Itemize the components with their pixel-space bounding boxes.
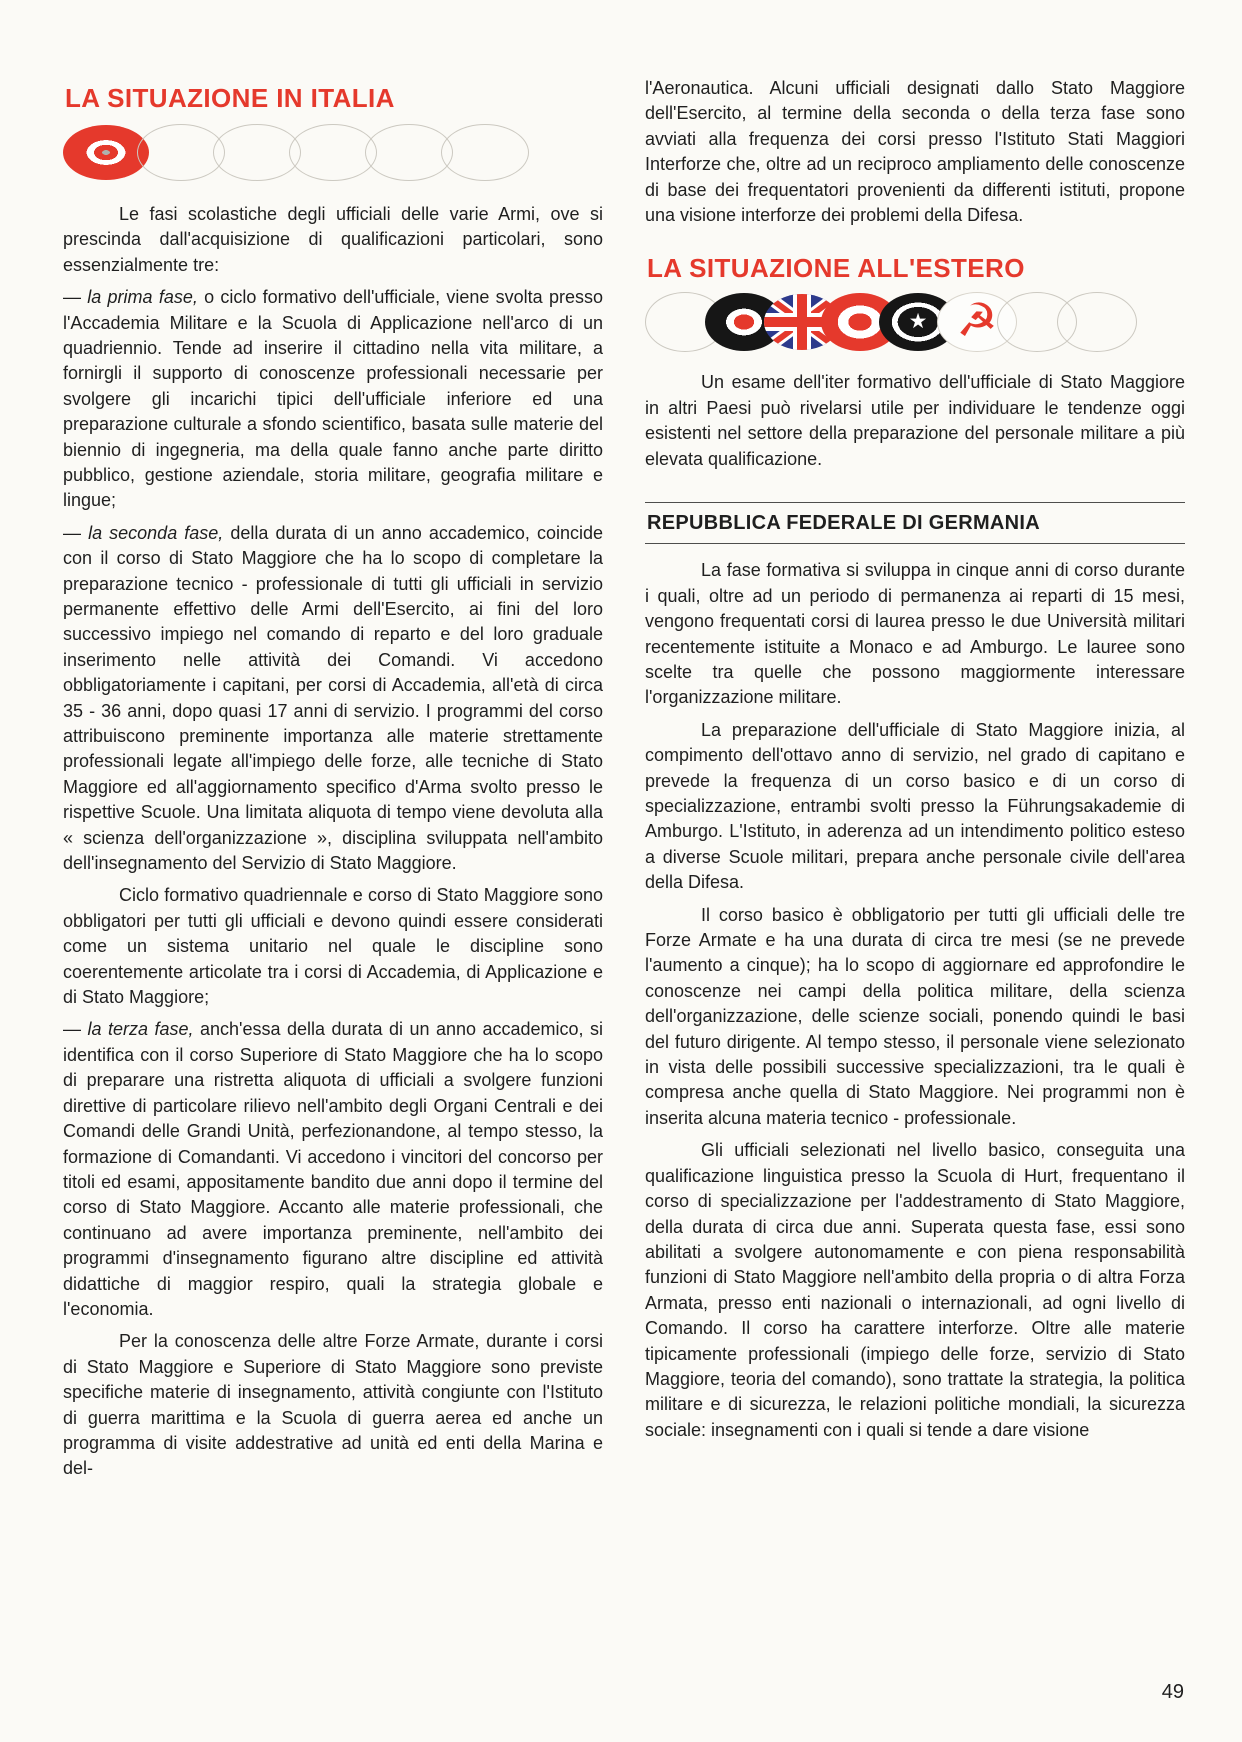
paragraph: Un esame dell'iter formativo dell'ufficiale di Stato Maggiore in altri Paesi può rivelarsi utile per individuare le tendenze oggi esistenti nel settore della preparazione del personale militare a più elevata qualificazione. [645,372,1185,469]
estero-roundel-row [645,292,1185,352]
section-heading-italia: LA SITUAZIONE IN ITALIA [65,83,395,113]
empty-circle-icon [137,124,225,181]
paragraph: Per la conoscenza delle altre Forze Armate, durante i corsi di Stato Maggiore e Superiore di Stato Maggiore sono previste specifiche materie di insegnamento, attività congiunte con l'Istituto di guerra marittima e la Scuola di guerra aerea ed anche un programma di visite addestrative ad unità ed enti della Marina e del- [63,1331,603,1479]
two-column-layout [63,76,1185,1482]
continuation-text [645,76,1185,228]
left-column [63,76,603,1482]
subsection-germania-header [645,502,1185,544]
paragraph: — la terza fase, anch'essa della durata di un anno accademico, si identifica con il corso Superiore di Stato Maggiore che ha lo scopo di preparare una ristretta aliquota di ufficiali a svolgere funzioni direttive di particolare rilievo nell'ambito degli Organi Centrali e dei Comandi delle Grandi Unità, perfezionandone, al tempo stesso, la formazione di Comandanti. Vi accedono i vincitori del concorso per titoli ed esami, appositamente bandito due anni dopo il termine del corso di Stato Maggiore. Accanto alle materie professionali, che continuano ad avere importanza preminente, nell'ambito dei programmi d'insegnamento figurano altre discipline ed attività didattiche di maggior respiro, quali la strategia globale e l'economia. [63,1019,603,1319]
empty-circle-icon [365,124,453,181]
paragraph: Le fasi scolastiche degli ufficiali delle varie Armi, ove si prescinda dall'acquisizione di qualificazioni particolari, sono essenzialmente tre: [63,203,603,275]
estero-body-text [645,370,1185,472]
paragraph: Ciclo formativo quadriennale e corso di Stato Maggiore sono obbligatori per tutti gli ufficiali e devono quindi essere considerati come un sistema unitario nel quale le discipline sono coerentemente articolate tra i corsi di Accademia, di Applicazione e di Stato Maggiore; [63,885,603,1008]
subsection-heading-germania: REPUBBLICA FEDERALE DI GERMANIA [647,511,1041,534]
section-heading-estero: LA SITUAZIONE ALL'ESTERO [647,253,1025,284]
right-column [645,76,1185,1482]
paragraph: Il corso basico è obbligatorio per tutti gli ufficiali delle tre Forze Armate e ha una durata di circa tre mesi (se ne prevede l'aumento a cinque); ha lo scopo di aggiornare ed approfondire le conoscenze nei campi della politica militare, della scienza dell'organizzazione, delle scienze sociali, ponendo quindi le basi del futuro dirigente. Al tempo stesso, il personale viene selezionato in vista delle possibili successive specializzazioni, tra le quali è compresa anche quella di Stato Maggiore. Nei programmi non è inserita alcuna materia tecnico - professionale. [645,904,1185,1128]
paragraph: — la prima fase, o ciclo formativo dell'ufficiale, viene svolta presso l'Accademia Militare e la Scuola di Applicazione nell'arco di un quadriennio. Tende ad inserire il cittadino nella vita militare, a fornirgli il supporto di conoscenze professionali necessarie per svolgere gli incarichi tipici dell'ufficiale inferiore ed una preparazione culturale a sfondo scientifico, basata sulle materie del biennio di ingegneria, ma della quale fanno anche parte diritto pubblico, gestione aziendale, storia militare, geografia militare e lingue; [63,287,603,511]
germania-body-text [645,558,1185,1443]
paragraph: l'Aeronautica. Alcuni ufficiali designati dallo Stato Maggiore dell'Esercito, al termine della seconda o della terza fase sono avviati alla frequenza dei corsi presso l'Istituto Stati Maggiori Interforze che, oltre ad un reciproco ampliamento delle conoscenze di base dei frequentatori provenienti da differenti istituti, propone una visione interforze dei problemi della Difesa. [645,78,1185,226]
hammer-and-sickle-icon: ☭ [956,294,998,347]
italia-body-text [63,202,603,1482]
empty-circle-icon [441,124,529,181]
star-icon: ★ [908,309,928,333]
page-number: 49 [1161,1681,1184,1703]
paragraph: La fase formativa si sviluppa in cinque anni di corso durante i quali, oltre ad un periodo di permanenza ai reparti di 15 mesi, vengono frequentati corsi di laurea presso le due Università militari recentemente istituite a Monaco e ad Amburgo. Le lauree sono scelte tra quelle che possono maggiormente interessare l'organizzazione militare. [645,560,1185,708]
empty-circle-icon [1057,292,1137,352]
paragraph: — la seconda fase, della durata di un anno accademico, coincide con il corso di Stato Maggiore che ha lo scopo di completare la preparazione tecnico - professionale di tutti gli ufficiali in servizio permanente effettivo delle Armi dell'Esercito, ai fini del loro successivo impiego nel comando di reparto e del loro graduale inserimento nelle attività dei Comandi. Vi accedono obbligatoriamente i capitani, per corsi di Accademia, all'età di circa 35 - 36 anni, dopo quasi 17 anni di servizio. I programmi del corso attribuiscono preminente importanza alle materie strettamente professionali legate all'impiego delle forze, alle tecniche di Stato Maggiore ed all'aggiornamento specifico d'Arma svolto presso le rispettive Scuole. Una limitata aliquota di tempo viene devoluta alla « scienza dell'organizzazione », disciplina sviluppata nell'ambito dell'insegnamento del Servizio di Stato Maggiore. [63,522,603,874]
empty-circle-icon [289,124,377,181]
empty-circle-icon [213,124,301,181]
paragraph: Gli ufficiali selezionati nel livello basico, conseguita una qualificazione linguistica presso la Scuola di Hurt, frequentano il corso di specializzazione per l'addestramento di Stato Maggiore, della durata di circa due anni. Superata questa fase, essi sono abilitati a svolgere autonomamente e con piena responsabilità funzioni di Stato Maggiore nell'ambito della propria o di altra Forza Armata, presso enti nazionali o internazionali, ad ogni livello di Comando. Il corso ha carattere interforze. Oltre alle materie tipicamente professionali (impiego delle forze, servizio di Stato Maggiore, teoria del comando), sono trattate la strategia, la politica militare e di sicurezza, le relazioni politiche mondiali, la sicurezza sociale: insegnamenti con i quali si tende a dare visione [645,1140,1185,1440]
italia-roundel-row [63,124,603,182]
paragraph: La preparazione dell'ufficiale di Stato Maggiore inizia, al compimento dell'ottavo anno di servizio, nel grado di capitano e prevede la frequenza di un corso basico e di un corso di specializzazione, entrambi svolti presso la Führungsakademie di Amburgo. L'Istituto, in aderenza ad un intendimento politico esteso a diverse Scuole militari, prepara anche personale civile dell'area della Difesa. [645,719,1185,893]
